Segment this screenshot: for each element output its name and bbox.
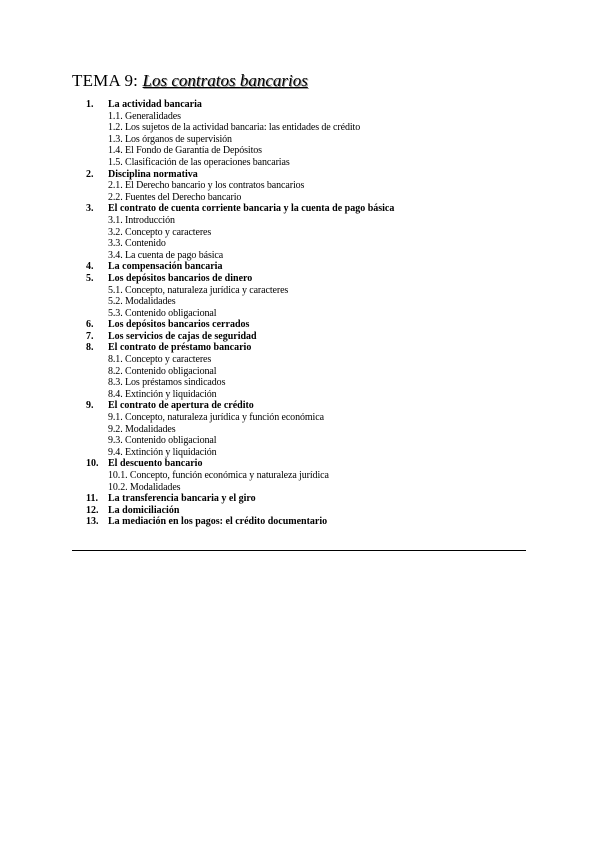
- toc-section-heading: [86, 169, 546, 181]
- toc-section: [86, 458, 546, 493]
- toc-section: [86, 319, 546, 331]
- toc-section-number: 6.: [86, 319, 94, 331]
- toc-section-number: 11.: [86, 493, 98, 505]
- toc-section-title: La transferencia bancaria y el giro: [108, 493, 256, 505]
- toc-subsection: 1.1. Generalidades: [108, 110, 181, 122]
- toc-section-heading: [86, 458, 546, 470]
- toc-subsection: 10.1. Concepto, función económica y naturaleza jurídica: [108, 470, 329, 481]
- toc-section: [86, 505, 546, 517]
- toc-subsection: 8.1. Concepto y caracteres: [108, 354, 212, 366]
- horizontal-rule: [72, 550, 526, 551]
- toc-section-title: La compensación bancaria: [108, 261, 223, 273]
- toc-subsection: 9.2. Modalidades: [108, 423, 176, 435]
- toc-section-number: 9.: [86, 400, 94, 412]
- title-subject: Los contratos bancarios: [142, 71, 308, 90]
- toc-section: [86, 331, 546, 343]
- toc-section-heading: [86, 99, 546, 111]
- toc-section-number: 5.: [86, 272, 94, 284]
- toc-subsection: 5.2. Modalidades: [108, 296, 176, 308]
- toc-subsection: 8.2. Contenido obligacional: [108, 365, 217, 377]
- toc-subsection: 3.4. La cuenta de pago básica: [108, 249, 224, 261]
- toc-section: [86, 400, 546, 458]
- toc-section: [86, 99, 546, 169]
- toc-section-number: 7.: [86, 330, 94, 342]
- toc-section-title: El descuento bancario: [108, 458, 203, 470]
- toc-section: [86, 342, 546, 400]
- toc-subsection: 9.1. Concepto, naturaleza jurídica y función económica: [108, 412, 324, 424]
- toc-section-number: 3.: [86, 203, 94, 215]
- toc-section: [86, 169, 546, 204]
- toc-section: [86, 261, 546, 273]
- toc-section-title: Los depósitos bancarios de dinero: [108, 272, 253, 284]
- toc-section-heading: [86, 516, 546, 528]
- toc-section-title: La domiciliación: [108, 504, 180, 516]
- title-tema: TEMA 9:: [72, 71, 143, 90]
- toc-subsection: 8.4. Extinción y liquidación: [108, 388, 217, 400]
- toc-section-heading: [86, 261, 546, 273]
- toc-section-title: El contrato de préstamo bancario: [108, 342, 252, 354]
- toc-section-heading: [86, 400, 546, 412]
- toc-section-title: Los depósitos bancarios cerrados: [108, 319, 250, 331]
- toc-section-title: Disciplina normativa: [108, 168, 198, 180]
- toc-section-number: 13.: [86, 516, 99, 528]
- toc-section-number: 1.: [86, 99, 94, 110]
- toc-subsection: 2.1. El Derecho bancario y los contratos bancarios: [108, 180, 305, 192]
- toc-subsection: 10.2. Modalidades: [108, 481, 181, 493]
- toc-section-number: 4.: [86, 261, 94, 273]
- toc-subsection: 3.2. Concepto y caracteres: [108, 226, 212, 238]
- toc-subsection: 5.1. Concepto, naturaleza jurídica y caracteres: [108, 284, 289, 296]
- toc-subsection: 1.2. Los sujetos de la actividad bancaria: las entidades de crédito: [108, 122, 361, 134]
- toc-subsection: 9.4. Extinción y liquidación: [108, 446, 217, 458]
- toc-subsection: 1.4. El Fondo de Garantía de Depósitos: [108, 145, 262, 157]
- page-title: [72, 70, 308, 92]
- toc-section-heading: [86, 203, 546, 215]
- toc-section-heading: [86, 331, 546, 343]
- toc-section-heading: [86, 342, 546, 354]
- toc-subsection: 1.3. Los órganos de supervisión: [108, 133, 232, 145]
- toc-subsection: 2.2. Fuentes del Derecho bancario: [108, 191, 242, 203]
- toc-section: [86, 493, 546, 505]
- toc-section-title: La mediación en los pagos: el crédito documentario: [108, 516, 328, 528]
- toc-section-title: La actividad bancaria: [108, 99, 202, 110]
- toc-section: [86, 273, 546, 319]
- toc-subsection: 3.3. Contenido: [108, 238, 166, 250]
- table-of-contents: [86, 99, 546, 528]
- toc-subsection: 1.5. Clasificación de las operaciones bancarias: [108, 156, 290, 168]
- toc-section-title: Los servicios de cajas de seguridad: [108, 330, 257, 342]
- toc-section-title: El contrato de apertura de crédito: [108, 400, 254, 412]
- toc-section-title: El contrato de cuenta corriente bancaria y la cuenta de pago básica: [108, 203, 395, 215]
- toc-section-heading: [86, 505, 546, 517]
- toc-subsection: 9.3. Contenido obligacional: [108, 435, 217, 447]
- toc-section: [86, 516, 546, 528]
- toc-section-number: 12.: [86, 504, 99, 516]
- toc-section-heading: [86, 319, 546, 331]
- toc-section-heading: [86, 493, 546, 505]
- toc-subsection: 8.3. Los préstamos sindicados: [108, 377, 226, 389]
- toc-section: [86, 203, 546, 261]
- toc-section-number: 2.: [86, 168, 94, 180]
- toc-subsection: 3.1. Introducción: [108, 214, 175, 226]
- toc-section-number: 10.: [86, 458, 99, 470]
- toc-section-heading: [86, 273, 546, 285]
- toc-subsection: 5.3. Contenido obligacional: [108, 307, 217, 319]
- toc-section-number: 8.: [86, 342, 94, 354]
